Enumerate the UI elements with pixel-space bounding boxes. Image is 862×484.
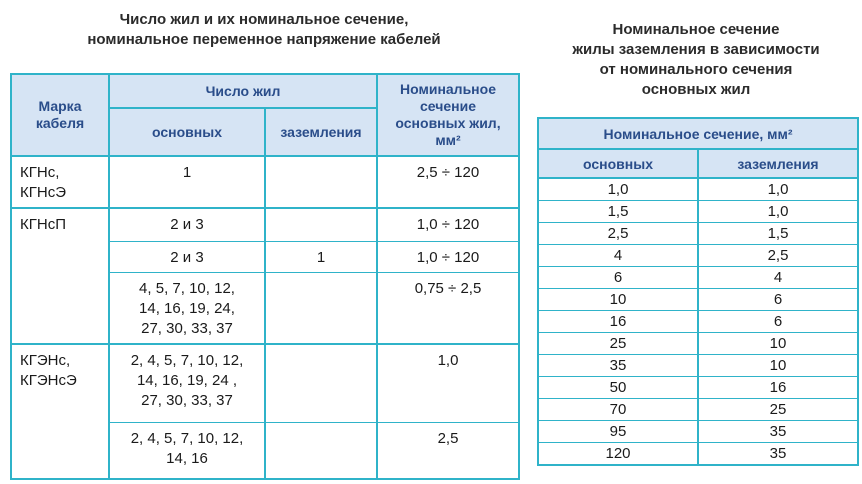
main-section-cell: 2,5 (538, 223, 698, 245)
ground-section-cell: 25 (698, 399, 858, 421)
ground-section-table (537, 117, 859, 466)
ground-section-cell: 2,5 (698, 245, 858, 267)
table-row (11, 156, 519, 208)
header-ground: заземления (265, 108, 377, 156)
main-section-cell: 1,0 (538, 178, 698, 201)
ground-section-cell: 35 (698, 443, 858, 466)
ground-section-cell: 1,0 (698, 178, 858, 201)
table-row (538, 443, 858, 466)
nominal-section-cell: 2,5 (377, 422, 519, 479)
main-section-cell: 25 (538, 333, 698, 355)
header-ground: заземления (698, 149, 858, 178)
table-row (538, 201, 858, 223)
nominal-section-cell: 0,75 ÷ 2,5 (377, 272, 519, 344)
ground-section-cell: 6 (698, 289, 858, 311)
ground-section-cell: 35 (698, 421, 858, 443)
left-table-title (10, 10, 518, 50)
ground-section-cell: 10 (698, 355, 858, 377)
ground-section-cell: 4 (698, 267, 858, 289)
table-row (538, 267, 858, 289)
table-row (11, 208, 519, 241)
left-title-line-1: Число жил и их номинальное сечение, (119, 11, 409, 28)
nominal-section-cell: 2,5 ÷ 120 (377, 156, 519, 208)
ground-cores-cell (265, 156, 377, 208)
header-section: Номинальное сечение основных жил, мм² (377, 74, 519, 156)
main-section-cell: 70 (538, 399, 698, 421)
table-row (538, 245, 858, 267)
nominal-section-cell: 1,0 (377, 344, 519, 422)
table-row (538, 289, 858, 311)
table-row (538, 223, 858, 245)
ground-section-cell: 16 (698, 377, 858, 399)
main-cores-cell: 2, 4, 5, 7, 10, 12, 14, 16 (109, 422, 265, 479)
ground-cores-cell (265, 208, 377, 241)
main-section-cell: 10 (538, 289, 698, 311)
table-row (538, 399, 858, 421)
header-nominal-section: Номинальное сечение, мм² (538, 118, 858, 149)
main-section-cell: 1,5 (538, 201, 698, 223)
ground-section-cell: 1,0 (698, 201, 858, 223)
main-cores-cell: 2, 4, 5, 7, 10, 12, 14, 16, 19, 24 , 27, 30, 33, 37 (109, 344, 265, 422)
main-section-cell: 35 (538, 355, 698, 377)
table-row (538, 311, 858, 333)
ground-cores-cell: 1 (265, 241, 377, 272)
ground-section-cell: 10 (698, 333, 858, 355)
header-main: основных (109, 108, 265, 156)
header-cores: Число жил (109, 74, 377, 108)
ground-cores-cell (265, 272, 377, 344)
header-main: основных (538, 149, 698, 178)
table-row (538, 333, 858, 355)
header-brand: Марка кабеля (11, 74, 109, 156)
main-section-cell: 120 (538, 443, 698, 466)
table-row (538, 178, 858, 201)
right-title-line-4: основных жил (641, 81, 751, 98)
right-title-line-2: жилы заземления в зависимости (572, 41, 820, 58)
main-section-cell: 4 (538, 245, 698, 267)
ground-section-cell: 1,5 (698, 223, 858, 245)
main-cores-cell: 2 и 3 (109, 241, 265, 272)
ground-cores-cell (265, 344, 377, 422)
ground-section-cell: 6 (698, 311, 858, 333)
main-section-cell: 50 (538, 377, 698, 399)
main-section-cell: 16 (538, 311, 698, 333)
table-row (538, 377, 858, 399)
cable-brand-cell: КГНсП (11, 208, 109, 344)
left-title-line-2: номинальное переменное напряжение кабелей (87, 31, 441, 48)
table-row (538, 421, 858, 443)
cable-brand-cell: КГНс, КГНсЭ (11, 156, 109, 208)
cable-cores-table (10, 73, 520, 480)
nominal-section-cell: 1,0 ÷ 120 (377, 241, 519, 272)
ground-cores-cell (265, 422, 377, 479)
table-row (11, 344, 519, 422)
main-section-cell: 6 (538, 267, 698, 289)
cable-brand-cell: КГЭНс, КГЭНсЭ (11, 344, 109, 479)
table-row (538, 355, 858, 377)
nominal-section-cell: 1,0 ÷ 120 (377, 208, 519, 241)
right-table-title (535, 20, 857, 100)
main-cores-cell: 4, 5, 7, 10, 12, 14, 16, 19, 24, 27, 30, 33, 37 (109, 272, 265, 344)
right-title-line-1: Номинальное сечение (612, 21, 780, 38)
main-cores-cell: 2 и 3 (109, 208, 265, 241)
right-title-line-3: от номинального сечения (599, 61, 793, 78)
main-cores-cell: 1 (109, 156, 265, 208)
main-section-cell: 95 (538, 421, 698, 443)
